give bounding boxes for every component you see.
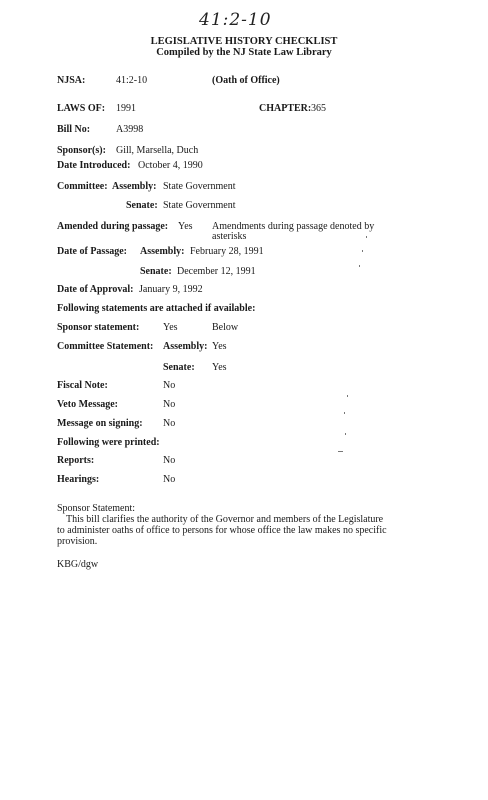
committee-statement-senate-label: Senate:: [163, 362, 195, 373]
hearings-label: Hearings:: [57, 474, 100, 485]
njsa-note: (Oath of Office): [212, 75, 280, 86]
passage-senate-label: Senate:: [140, 266, 172, 277]
message-on-signing-label: Message on signing:: [57, 418, 143, 429]
sponsor-statement-note: Below: [212, 322, 239, 333]
scan-speck: [338, 451, 343, 452]
page-subtitle: Compiled by the NJ State Law Library: [156, 47, 332, 58]
date-introduced-label: Date Introduced:: [57, 160, 131, 171]
fiscal-note-label: Fiscal Note:: [57, 380, 108, 391]
passage-assembly-value: February 28, 1991: [190, 246, 264, 257]
bill-no-value: A3998: [116, 124, 144, 135]
sponsor-statement-label: Sponsor statement:: [57, 322, 140, 333]
veto-message-value: No: [163, 399, 176, 410]
statement-line-3: provision.: [57, 536, 98, 547]
veto-message-label: Veto Message:: [57, 399, 119, 410]
date-introduced-value: October 4, 1990: [138, 160, 203, 171]
scan-speck: [344, 412, 345, 414]
committee-assembly-label: Assembly:: [112, 181, 157, 192]
statement-line-1: This bill clarifies the authority of the Governor and members of the Legislature: [66, 514, 384, 525]
committee-label: Committee:: [57, 181, 108, 192]
chapter-value: 365: [311, 103, 326, 114]
committee-statement-assembly-label: Assembly:: [163, 341, 208, 352]
fiscal-note-value: No: [163, 380, 176, 391]
committee-senate-label: Senate:: [126, 200, 158, 211]
amended-note-line1: Amendments during passage denoted by: [212, 221, 375, 232]
statement-line-2: to administer oaths of office to persons for whose office the law makes no specific: [57, 525, 387, 536]
reports-value: No: [163, 455, 176, 466]
committee-statement-label: Committee Statement:: [57, 341, 154, 352]
sponsors-value: Gill, Marsella, Duch: [116, 145, 199, 156]
scan-speck: [345, 433, 346, 435]
typist-initials: KBG/dgw: [57, 559, 99, 570]
sponsors-label: Sponsor(s):: [57, 145, 106, 156]
message-on-signing-value: No: [163, 418, 176, 429]
njsa-value: 41:2-10: [116, 75, 148, 86]
chapter-label: CHAPTER:: [259, 103, 312, 114]
handwritten-statute-number: 41:2-10: [199, 10, 272, 30]
scan-speck: [347, 395, 348, 397]
passage-senate-value: December 12, 1991: [177, 266, 256, 277]
date-of-approval-label: Date of Approval:: [57, 284, 134, 295]
reports-label: Reports:: [57, 455, 95, 466]
scan-speck: [366, 236, 367, 238]
page-title: LEGISLATIVE HISTORY CHECKLIST: [150, 36, 338, 47]
amended-note-line2: asterisks: [212, 231, 247, 242]
laws-of-value: 1991: [116, 103, 136, 114]
sponsor-statement-value: Yes: [163, 322, 178, 333]
amended-value: Yes: [178, 221, 193, 232]
date-of-approval-value: January 9, 1992: [139, 284, 203, 295]
following-printed-heading: Following were printed:: [57, 437, 160, 448]
date-of-passage-label: Date of Passage:: [57, 246, 127, 257]
following-attached-heading: Following statements are attached if available:: [57, 303, 256, 314]
committee-assembly-value: State Government: [163, 181, 236, 192]
passage-assembly-label: Assembly:: [140, 246, 185, 257]
njsa-label: NJSA:: [57, 75, 86, 86]
hearings-value: No: [163, 474, 176, 485]
amended-label: Amended during passage:: [57, 221, 169, 232]
scan-speck: [362, 250, 363, 252]
committee-statement-assembly-value: Yes: [212, 341, 227, 352]
laws-of-label: LAWS OF:: [57, 103, 106, 114]
committee-senate-value: State Government: [163, 200, 236, 211]
committee-statement-senate-value: Yes: [212, 362, 227, 373]
scan-speck: [359, 265, 360, 267]
statement-heading: Sponsor Statement:: [57, 503, 136, 514]
bill-no-label: Bill No:: [57, 124, 91, 135]
